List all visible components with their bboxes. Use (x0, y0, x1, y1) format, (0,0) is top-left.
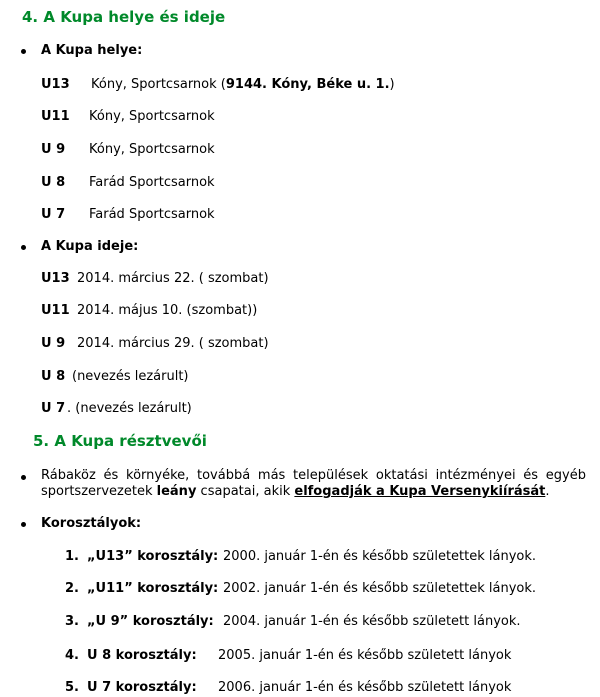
time-text: . (nevezés lezárult) (67, 401, 192, 416)
age-label: „U 9” korosztály: (87, 614, 214, 629)
time-text: (nevezés lezárult) (72, 369, 189, 384)
participants-paragraph (41, 468, 586, 500)
para-end: . (545, 484, 550, 499)
time-row (41, 271, 269, 286)
place-row (41, 77, 395, 92)
item-number: 3. (65, 614, 79, 629)
age-code: U 9 (41, 142, 66, 157)
age-label: U 7 korosztály: (87, 680, 197, 695)
bullet (21, 475, 26, 480)
time-text: 2014. március 22. ( szombat) (77, 271, 269, 286)
place-heading: A Kupa helye: (41, 43, 143, 58)
rules-reference: elfogadják a Kupa Versenykiírását (294, 484, 546, 499)
time-row (41, 369, 189, 384)
age-text: 2005. január 1-én és később született lányok (218, 648, 512, 663)
age-label: „U13” korosztály: (87, 549, 219, 564)
time-text: 2014. március 29. ( szombat) (77, 336, 269, 351)
time-row (41, 401, 192, 416)
place-row (41, 142, 215, 157)
age-label: U 8 korosztály: (87, 648, 197, 663)
place-text: Kóny, Sportcsarnok (89, 142, 215, 157)
age-item (65, 581, 536, 596)
place-row (41, 109, 215, 124)
bullet (21, 245, 26, 250)
para-text: csapatai, akik (196, 484, 295, 499)
item-number: 4. (65, 648, 79, 663)
age-item (65, 549, 536, 564)
age-item (65, 648, 511, 663)
place-row (41, 207, 215, 222)
item-number: 1. (65, 549, 79, 564)
place-text-end: ) (389, 77, 395, 92)
time-text: 2014. május 10. (szombat)) (77, 303, 258, 318)
bullet (21, 49, 26, 54)
place-row (41, 175, 215, 190)
place-text: Kóny, Sportcsarnok ( (91, 77, 226, 92)
place-text: Farád Sportcsarnok (89, 207, 215, 222)
place-text: Kóny, Sportcsarnok (89, 109, 215, 124)
age-code: U13 (41, 271, 70, 286)
age-code: U 7 (41, 401, 66, 416)
section-4-title: 4. A Kupa helye és ideje (22, 8, 226, 26)
age-text: 2004. január 1-én és később született lányok. (223, 614, 521, 629)
place-address: 9144. Kóny, Béke u. 1. (225, 77, 390, 92)
age-code: U11 (41, 109, 70, 124)
age-item (65, 680, 511, 695)
age-code: U 7 (41, 207, 66, 222)
place-text: Farád Sportcsarnok (89, 175, 215, 190)
age-label: „U11” korosztály: (87, 581, 219, 596)
para-text: Rábaköz és környéke, továbbá más települések oktatási intézményei és egyéb sportszervezetek (41, 468, 586, 499)
para-bold: leány (156, 484, 197, 499)
age-text: 2006. január 1-én és később született lányok (218, 680, 512, 695)
bullet (21, 522, 26, 527)
age-code: U 9 (41, 336, 66, 351)
item-number: 2. (65, 581, 79, 596)
age-code: U13 (41, 77, 70, 92)
time-row (41, 336, 269, 351)
section-5-title: 5. A Kupa résztvevői (33, 432, 207, 450)
item-number: 5. (65, 680, 79, 695)
age-item (65, 614, 521, 629)
age-code: U11 (41, 303, 70, 318)
age-code: U 8 (41, 369, 66, 384)
age-text: 2002. január 1-én és később születettek lányok. (223, 581, 537, 596)
time-row (41, 303, 257, 318)
age-heading: Korosztályok: (41, 516, 142, 531)
age-code: U 8 (41, 175, 66, 190)
time-heading: A Kupa ideje: (41, 239, 139, 254)
age-text: 2000. január 1-én és később születettek lányok. (223, 549, 537, 564)
